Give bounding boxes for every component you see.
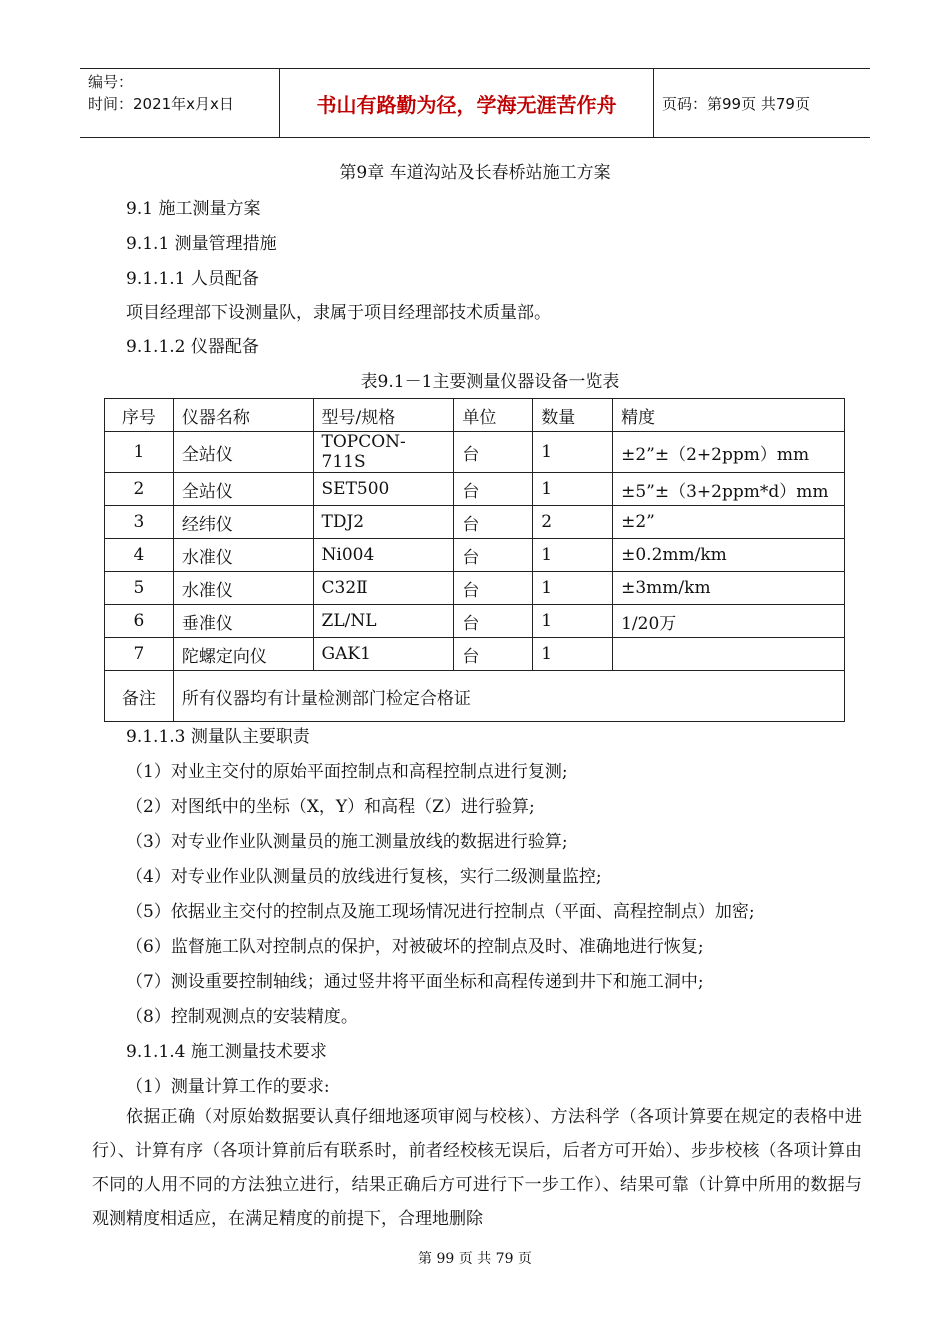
table-cell: 台 <box>454 605 533 638</box>
table-cell: 4 <box>105 539 174 572</box>
table-cell: ±3mm/km <box>613 572 845 605</box>
table-cell: 经纬仪 <box>173 506 313 539</box>
equipment-table <box>104 398 845 722</box>
table-row <box>105 605 845 638</box>
table-row <box>105 539 845 572</box>
table-cell: ±2” <box>613 506 845 539</box>
table-cell: 1 <box>533 473 613 506</box>
table-cell: 台 <box>454 539 533 572</box>
header-cell: 数量 <box>533 399 613 432</box>
requirement-item: （1）测量计算工作的要求: <box>126 1077 330 1097</box>
table-cell: 台 <box>454 473 533 506</box>
table-cell <box>613 638 845 671</box>
section-heading: 9.1 施工测量方案 <box>126 199 261 219</box>
table-cell: 台 <box>454 572 533 605</box>
table-row <box>105 473 845 506</box>
table-row <box>105 572 845 605</box>
duty-item: （6）监督施工队对控制点的保护，对被破坏的控制点及时、准确地进行恢复; <box>126 937 704 957</box>
header-motto: 书山有路勤为径，学海无涯苦作舟 <box>280 69 654 137</box>
table-cell: 3 <box>105 506 174 539</box>
table-row <box>105 432 845 473</box>
duty-item: （7）测设重要控制轴线；通过竖井将平面坐标和高程传递到井下和施工洞中; <box>126 972 704 992</box>
table-cell: 台 <box>454 432 533 473</box>
table-cell: 1/20万 <box>613 605 845 638</box>
table-cell: 2 <box>533 506 613 539</box>
table-cell: 1 <box>533 638 613 671</box>
table-cell: TOPCON-711S <box>313 432 454 473</box>
section-heading: 9.1.1.3 测量队主要职责 <box>126 727 310 747</box>
document-time: 时间：2021年x月x日 <box>88 95 234 113</box>
body-text: 项目经理部下设测量队，隶属于项目经理部技术质量部。 <box>126 303 551 323</box>
table-cell: 垂准仪 <box>173 605 313 638</box>
table-cell: 1 <box>533 432 613 473</box>
table-cell: 7 <box>105 638 174 671</box>
table-cell: 台 <box>454 506 533 539</box>
duty-item: （2）对图纸中的坐标（X，Y）和高程（Z）进行验算; <box>126 797 535 817</box>
table-cell: GAK1 <box>313 638 454 671</box>
page-header <box>80 68 870 138</box>
table-cell: SET500 <box>313 473 454 506</box>
table-cell: 5 <box>105 572 174 605</box>
table-caption: 表9.1－1主要测量仪器设备一览表 <box>360 372 620 392</box>
table-cell: ±0.2mm/km <box>613 539 845 572</box>
table-cell: 台 <box>454 638 533 671</box>
header-page-info: 页码：第99页 共79页 <box>662 94 810 113</box>
table-cell: C32Ⅱ <box>313 572 454 605</box>
section-heading: 9.1.1 测量管理措施 <box>126 234 277 254</box>
table-cell: 1 <box>533 572 613 605</box>
table-row <box>105 506 845 539</box>
table-cell: ±5”±（3+2ppm*d）mm <box>613 473 845 506</box>
header-meta <box>80 69 280 137</box>
table-cell: 水准仪 <box>173 572 313 605</box>
header-cell: 单位 <box>454 399 533 432</box>
duty-item: （3）对专业作业队测量员的施工测量放线的数据进行验算; <box>126 832 568 852</box>
chapter-title: 第9章 车道沟站及长春桥站施工方案 <box>339 163 611 183</box>
table-cell: ±2”±（2+2ppm）mm <box>613 432 845 473</box>
table-cell: 1 <box>105 432 174 473</box>
duty-item: （5）依据业主交付的控制点及施工现场情况进行控制点（平面、高程控制点）加密; <box>126 902 755 922</box>
table-cell: ZL/NL <box>313 605 454 638</box>
table-cell: TDJ2 <box>313 506 454 539</box>
table-cell: 全站仪 <box>173 473 313 506</box>
header-cell: 精度 <box>613 399 845 432</box>
table-cell: 全站仪 <box>173 432 313 473</box>
table-cell: 6 <box>105 605 174 638</box>
requirement-paragraph: 依据正确（对原始数据要认真仔细地逐项审阅与校核）、方法科学（各项计算要在规定的表格中进行）、计算有序（各项计算前后有联系时，前者经校核无误后，后者方可开始）、步步校核（各项计算由不同的人用不同的方法独立进行，结果正确后方可进行下一步工作）、结果可靠（计算中所用的数据与观测精度相适应，在满足精度的前提下，合理地删除 <box>92 1107 862 1229</box>
header-cell: 序号 <box>105 399 174 432</box>
page-footer: 第 99 页 共 79 页 <box>418 1251 532 1267</box>
section-heading: 9.1.1.2 仪器配备 <box>126 337 259 357</box>
header-cell: 型号/规格 <box>313 399 454 432</box>
table-header-row <box>105 399 845 432</box>
table-cell: 1 <box>533 539 613 572</box>
document-number-label: 编号： <box>88 73 134 91</box>
table-cell: Ni004 <box>313 539 454 572</box>
table-cell: 2 <box>105 473 174 506</box>
table-note-row <box>105 671 845 722</box>
header-cell: 仪器名称 <box>173 399 313 432</box>
duty-item: （1）对业主交付的原始平面控制点和高程控制点进行复测; <box>126 762 568 782</box>
table-row <box>105 638 845 671</box>
section-heading: 9.1.1.1 人员配备 <box>126 269 259 289</box>
note-text: 所有仪器均有计量检测部门检定合格证 <box>173 671 844 722</box>
table-cell: 陀螺定向仪 <box>173 638 313 671</box>
table-cell: 水准仪 <box>173 539 313 572</box>
table-cell: 1 <box>533 605 613 638</box>
section-heading: 9.1.1.4 施工测量技术要求 <box>126 1042 327 1062</box>
duty-item: （8）控制观测点的安装精度。 <box>126 1007 358 1027</box>
note-label: 备注 <box>105 671 174 722</box>
duty-item: （4）对专业作业队测量员的放线进行复核，实行二级测量监控; <box>126 867 602 887</box>
